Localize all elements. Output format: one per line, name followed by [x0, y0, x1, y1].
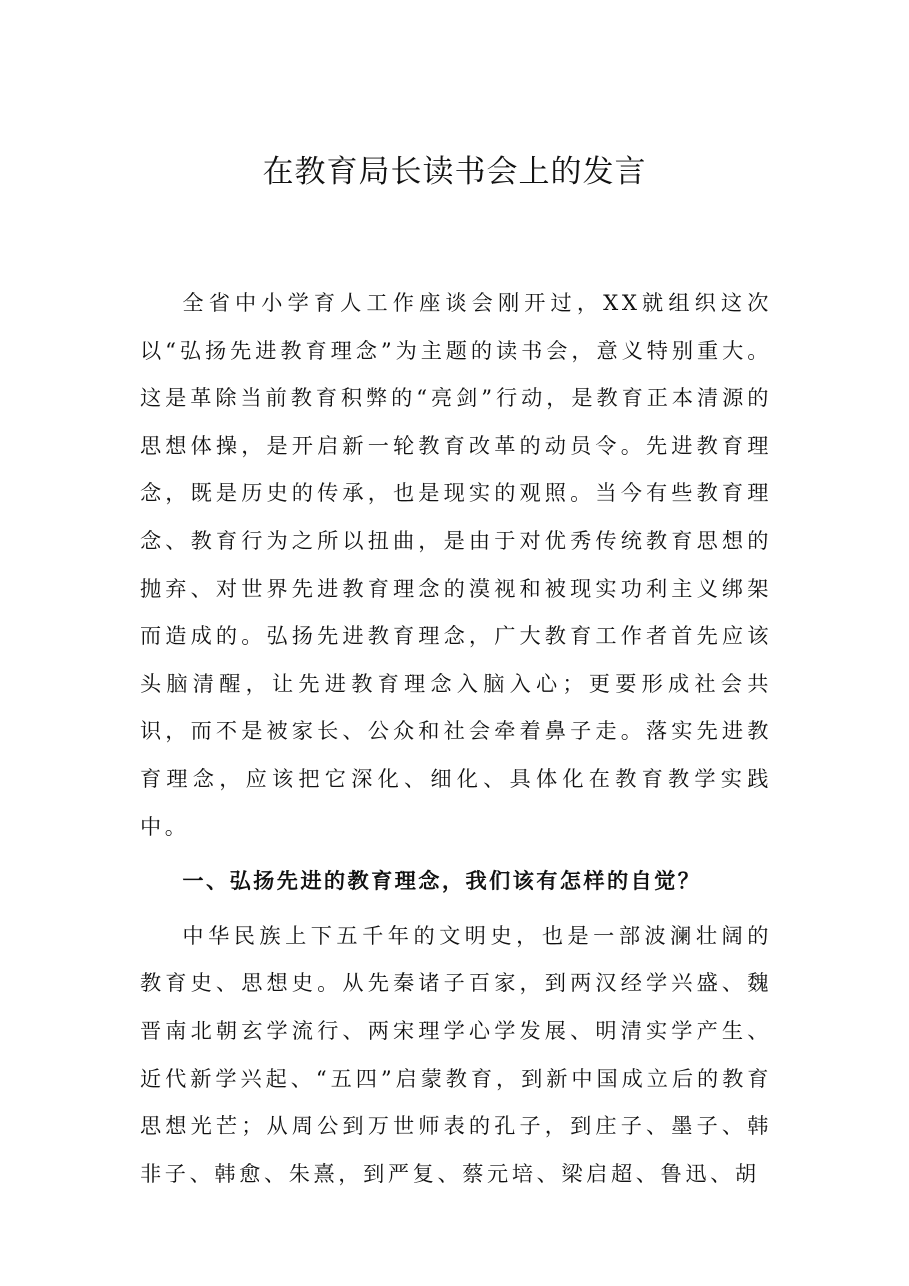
section-heading-1: 一、弘扬先进的教育理念，我们该有怎样的自觉？ [182, 868, 702, 894]
section-1-paragraph: 中华民族上下五千年的文明史，也是一部波澜壮阔的教育史、思想史。从先秦诸子百家，到两汉经学兴盛、魏晋南北朝玄学流行、两宋理学心学发展、明清实学产生、近代新学兴起、“五四”启蒙教育，到新中国成立后的教育思想光芒；从周公到万世师表的孔子，到庄子、墨子、韩非子、韩愈、朱熹，到严复、蔡元培、梁启超、鲁迅、胡 [140, 922, 772, 1186]
intro-paragraph: 全省中小学育人工作座谈会刚开过，XX就组织这次以“弘扬先进教育理念”为主题的读书会，意义特别重大。这是革除当前教育积弊的“亮剑”行动，是教育正本清源的思想体操，是开启新一轮教育改革的动员令。先进教育理念，既是历史的传承，也是现实的观照。当今有些教育理念、教育行为之所以扭曲，是由于对优秀传统教育思想的抛弃、对世界先进教育理念的漠视和被现实功利主义绑架而造成的。弘扬先进教育理念，广大教育工作者首先应该头脑清醒，让先进教育理念入脑入心；更要形成社会共识，而不是被家长、公众和社会牵着鼻子走。落实先进教育理念，应该把它深化、细化、具体化在教育教学实践中。 [140, 290, 772, 839]
document-body [140, 279, 772, 1197]
document-title: 在教育局长读书会上的发言 [262, 154, 647, 190]
